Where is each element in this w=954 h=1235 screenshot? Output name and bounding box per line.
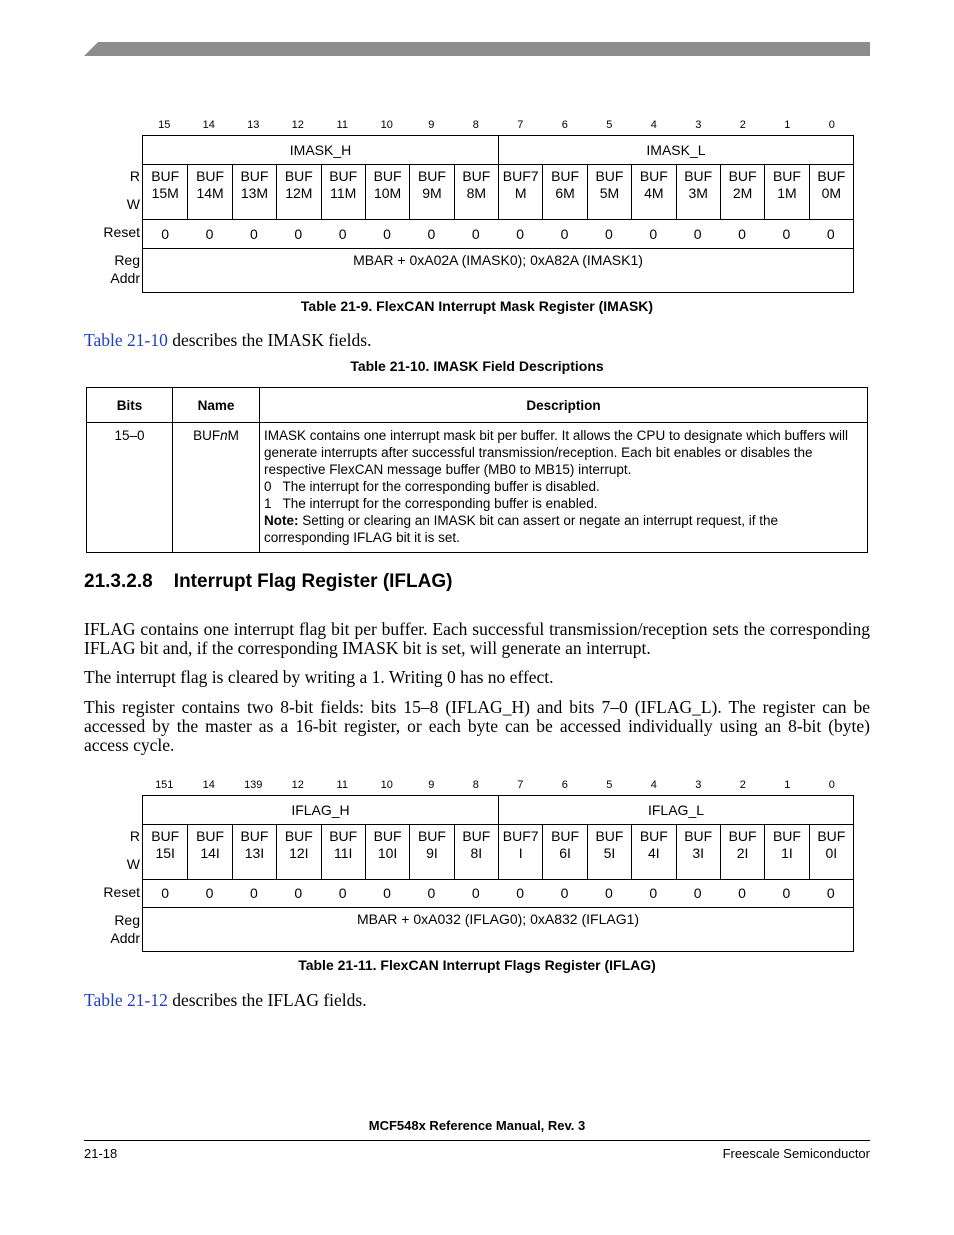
reset-value: 0 [427, 885, 436, 901]
bit-field: BUF 13I [232, 825, 276, 879]
bit-field: BUF 9M [409, 165, 453, 219]
bit-number: 15 [158, 119, 171, 131]
reset-value: 0 [205, 885, 214, 901]
bit-field: BUF 3I [676, 825, 720, 879]
bit-field: BUF 5I [587, 825, 631, 879]
bit-number: 7 [517, 779, 524, 791]
bit-number: 2 [739, 119, 746, 131]
imask-register-figure [84, 118, 870, 294]
reset-row [143, 879, 853, 907]
bit-field: BUF 11I [321, 825, 365, 879]
reset-value: 0 [161, 885, 170, 901]
reg-addr-label: Reg Addr [110, 252, 140, 286]
bit-field: BUF7 M [498, 165, 542, 219]
reg-addr-label: Reg Addr [110, 912, 140, 946]
table-header-row [87, 388, 868, 423]
reset-value: 0 [782, 885, 791, 901]
bit-field: BUF 0M [809, 165, 853, 219]
footer-manual-title: MCF548x Reference Manual, Rev. 3 [368, 1118, 586, 1133]
group-high: IFLAG_H [291, 801, 350, 818]
reset-value: 0 [383, 225, 391, 242]
reset-value: 0 [161, 225, 170, 242]
cell-description: IMASK contains one interrupt mask bit per buffer. It allows the CPU to designate which buffers will generate interrupts after successful transmission/reception. Each bit enables or disables the respective FlexCAN message buffer (MB0 to MB15) interrupt. 0 The interrupt for the corresponding buffer is disabled. 1 The interrupt for the corresponding buffer is enabled. Note: Setting or clearing an IMASK bit can assert or negate an interrupt request, if the corresponding IFLAG bit it is set. [260, 423, 868, 553]
address-row [143, 907, 853, 951]
reset-value: 0 [516, 885, 525, 901]
bit-field: BUF 2I [720, 825, 764, 879]
reset-value: 0 [471, 225, 480, 242]
table-link[interactable]: Table 21-10 [84, 330, 168, 350]
paragraph-3: This register contains two 8-bit fields: bits 15–8 (IFLAG_H) and bits 7–0 (IFLAG_L). The register can be accessed by the master as a 16-bit register, or each byte can be accessed individually using an 8-bit (byte) access cycle. [84, 697, 870, 755]
bit-number: 3 [695, 119, 702, 131]
bit-field: BUF 8M [454, 165, 498, 219]
reset-value: 0 [738, 885, 746, 901]
reset-value: 0 [560, 885, 569, 901]
register-address: MBAR + 0xA02A (IMASK0); 0xA82A (IMASK1) [353, 252, 643, 268]
reset-value: 0 [826, 885, 835, 901]
bit-number: 1 [784, 119, 791, 131]
group-low: IMASK_L [498, 136, 853, 164]
write-label: W [126, 196, 140, 212]
group-row [143, 796, 853, 824]
reset-value: 0 [605, 225, 613, 242]
bit-number: 3 [695, 779, 702, 791]
reset-value: 0 [605, 885, 613, 901]
bit-field: BUF 13M [232, 165, 276, 219]
reset-label: Reset [103, 224, 140, 240]
bit-field: BUF 4M [631, 165, 675, 219]
reset-value: 0 [649, 225, 658, 242]
bit-number: 1 [784, 779, 791, 791]
bit-number: 151 [155, 779, 174, 791]
bit-field: BUF 0I [809, 825, 853, 879]
bit-field: BUF7 I [498, 825, 542, 879]
imask-reference-text: Table 21-10 describes the IMASK fields. [84, 330, 372, 350]
reset-value: 0 [782, 225, 791, 242]
read-label: R [129, 168, 140, 184]
bit-field: BUF 15M [151, 168, 180, 201]
bit-field: BUF 2M [720, 165, 764, 219]
reset-value: 0 [250, 225, 258, 242]
bit-field: BUF 15I [151, 828, 180, 861]
col-bits: Bits [87, 388, 173, 423]
table-row [87, 423, 868, 553]
reset-value: 0 [294, 225, 303, 242]
bit-field: BUF 10I [365, 825, 409, 879]
field-row [143, 824, 853, 879]
reset-value: 0 [738, 225, 746, 242]
reset-value: 0 [205, 225, 214, 242]
reset-value: 0 [471, 885, 480, 901]
reset-value: 0 [649, 885, 658, 901]
bit-number-row [142, 119, 854, 131]
group-row [143, 136, 853, 164]
cell-bits: 15–0 [87, 423, 173, 553]
bit-number: 10 [380, 779, 393, 791]
bit-number: 10 [380, 119, 393, 131]
bit-number: 6 [561, 119, 568, 131]
reset-value: 0 [693, 225, 702, 242]
bit-number: 0 [828, 779, 835, 791]
bit-number: 14 [202, 119, 215, 131]
bit-number: 11 [336, 779, 348, 791]
bit-number: 7 [517, 119, 524, 131]
table-link[interactable]: Table 21-12 [84, 990, 168, 1010]
bit-number: 12 [291, 119, 304, 131]
register-address: MBAR + 0xA032 (IFLAG0); 0xA832 (IFLAG1) [356, 911, 640, 927]
bit-field: BUF 1M [764, 165, 808, 219]
col-description: Description [260, 388, 868, 423]
reset-value: 0 [250, 885, 258, 901]
bit-number: 12 [291, 779, 304, 791]
bit-field: BUF 11M [321, 165, 365, 219]
reset-value: 0 [516, 225, 525, 242]
col-name: Name [173, 388, 260, 423]
bit-field: BUF 10M [365, 165, 409, 219]
write-label: W [126, 856, 140, 872]
bit-number: 4 [650, 119, 657, 131]
reset-value: 0 [294, 885, 303, 901]
register-box [142, 135, 854, 293]
reset-value: 0 [338, 225, 347, 242]
bit-number-row [142, 779, 854, 791]
bit-field: BUF 8I [454, 825, 498, 879]
bit-field: BUF 4I [631, 825, 675, 879]
read-label: R [129, 828, 140, 844]
bit-number: 0 [828, 119, 835, 131]
bit-number: 4 [650, 779, 657, 791]
field-table-caption: Table 21-10. IMASK Field Descriptions [350, 358, 604, 374]
reset-value: 0 [338, 885, 347, 901]
bit-number: 9 [428, 119, 435, 131]
figure2-caption: Table 21-11. FlexCAN Interrupt Flags Register (IFLAG) [298, 957, 656, 973]
page-number: 21-18 [84, 1146, 118, 1161]
field-row [143, 164, 853, 219]
bit-number: 139 [244, 779, 263, 791]
reset-value: 0 [560, 225, 569, 242]
company-name: Freescale Semiconductor [722, 1146, 870, 1161]
bit-number: 14 [202, 779, 215, 791]
bit-number: 13 [247, 119, 260, 131]
reset-value: 0 [693, 885, 702, 901]
bit-number: 6 [561, 779, 568, 791]
bit-field: BUF 6M [542, 165, 586, 219]
figure1-caption: Table 21-9. FlexCAN Interrupt Mask Register (IMASK) [300, 298, 654, 314]
reset-value: 0 [427, 225, 436, 242]
bit-field: BUF 1I [764, 825, 808, 879]
reset-value: 0 [826, 225, 835, 242]
paragraph-2: The interrupt flag is cleared by writing a 1. Writing 0 has no effect. [84, 667, 554, 687]
bit-number: 8 [472, 779, 479, 791]
bit-number: 2 [739, 779, 746, 791]
imask-field-table [86, 387, 868, 553]
header-bar [84, 42, 870, 56]
paragraph-1: IFLAG contains one interrupt flag bit per buffer. Each successful transmission/reception sets the corresponding IFLAG bit and, if the corresponding IMASK bit is set, will generate an interrupt. [84, 619, 870, 658]
reset-label: Reset [103, 884, 140, 900]
cell-name: BUFnM [173, 423, 260, 553]
bit-number: 9 [428, 779, 435, 791]
bit-number: 8 [472, 119, 479, 131]
reset-row [143, 219, 853, 248]
bit-field: BUF 12M [276, 165, 320, 219]
bit-number: 5 [606, 779, 613, 791]
iflag-reference-text: Table 21-12 describes the IFLAG fields. [84, 990, 367, 1010]
section-heading: 21.3.2.8 Interrupt Flag Register (IFLAG) [84, 571, 453, 592]
iflag-register-figure [84, 778, 870, 954]
address-row [143, 248, 853, 292]
bit-field: BUF 14M [187, 165, 231, 219]
bit-field: BUF 9I [409, 825, 453, 879]
bit-field: BUF 5M [587, 165, 631, 219]
bit-field: BUF 14I [187, 825, 231, 879]
bit-field: BUF 12I [276, 825, 320, 879]
group-low: IFLAG_L [498, 796, 853, 824]
bit-field: BUF 6I [542, 825, 586, 879]
group-high: IMASK_H [289, 141, 352, 158]
reset-value: 0 [383, 885, 391, 901]
bit-number: 11 [336, 119, 348, 131]
bit-number: 5 [606, 119, 613, 131]
bit-field: BUF 3M [676, 165, 720, 219]
register-box [142, 795, 854, 952]
footer-rule [84, 1140, 870, 1141]
